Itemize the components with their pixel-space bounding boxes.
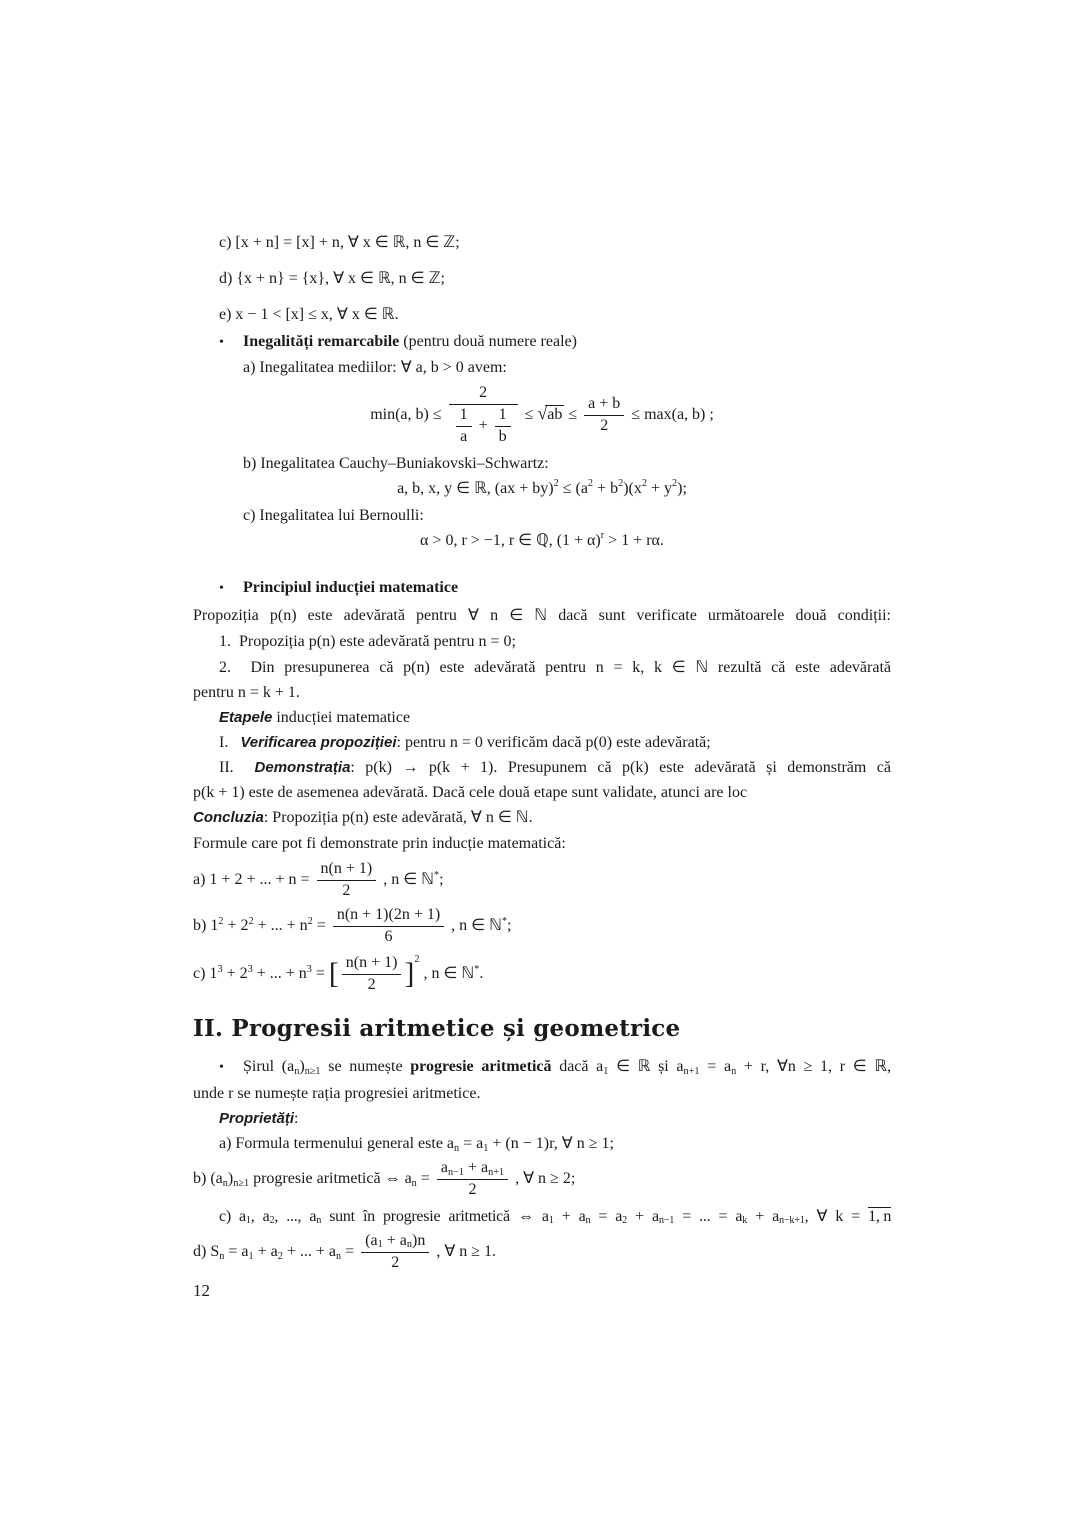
subscript: n	[222, 1177, 228, 1189]
fraction-denominator: 2	[468, 1180, 477, 1198]
fraction	[361, 1232, 429, 1273]
subscript: 2	[277, 1250, 283, 1262]
superscript: r	[600, 530, 605, 542]
line-induction-step-2-cont: p(k + 1) este de asemenea adevărată. Dacă cele două etape sunt validate, atunci are loc	[193, 783, 748, 801]
fraction-numerator: a + b	[584, 395, 624, 416]
square-root	[537, 402, 564, 423]
superscript: 3	[217, 964, 223, 976]
subscript: 2	[622, 1215, 628, 1227]
fraction	[317, 860, 377, 901]
formula-bernoulli-inequality: α > 0, r > −1, r ∈ ℚ, $(1 + \alpha)^r > 1 + r\alpha$.	[420, 530, 664, 549]
line-floor-property-c: c) [x + n] = [x] + n, ∀ x ∈ ℝ, n ∈ ℤ;	[219, 234, 460, 251]
page-content	[193, 230, 891, 1303]
bold-italic-label: Concluzia	[193, 808, 264, 826]
fraction	[342, 954, 402, 995]
formula-arith-property-b: b) (an)n≥1 progresie aritmetică ⇔ an = $\frac{an-1 + an+1}{2}$ , ∀ n ≥ 2;	[193, 1158, 576, 1198]
subscript: n−1	[447, 1166, 464, 1178]
line-induction-condition-1: 1. Propoziția p(n) este adevărată pentru n = 0;	[219, 632, 516, 650]
bullet-icon: •	[219, 1059, 224, 1075]
line-induction-formulas-intro: Formule care pot fi demonstrate prin inducție matematică:	[193, 834, 566, 852]
line-cbs-inequality-label: b) Inegalitatea Cauchy–Buniakovski–Schwartz:	[243, 454, 549, 472]
bold-text: progresie aritmetică	[410, 1057, 552, 1075]
subscript: n	[454, 1142, 460, 1154]
line-induction-title	[193, 575, 891, 601]
fraction-denominator: 6	[384, 928, 393, 946]
superscript: 2	[553, 478, 559, 490]
bold-italic-label: Demonstrația	[254, 758, 351, 776]
superscript: *	[501, 916, 508, 928]
fraction	[584, 395, 624, 436]
subscript: n	[731, 1065, 737, 1077]
fraction-denominator: a	[460, 427, 468, 445]
line-induction-condition-2: 2. Din presupunerea că p(n) este adevărată pentru n = k, k ∈ ℕ rezultă că este adevărată	[219, 658, 891, 676]
subscript: n	[219, 1250, 225, 1262]
subscript: n	[585, 1215, 591, 1227]
superscript: 2	[218, 916, 224, 928]
superscript: 2	[587, 478, 594, 490]
superscript: 2	[672, 478, 678, 490]
line-induction-step-2: II. Demonstrația: p(k) → p(k + 1). Presupunem că p(k) este adevărată și demonstrăm că	[219, 758, 892, 776]
formula-arith-property-d: d) Sn = a1 + a2 + ... + an = $\frac{(a1 + an)n}{2}$ , ∀ n ≥ 1.	[193, 1231, 497, 1271]
fraction	[495, 406, 511, 447]
line-bernoulli-inequality-label: c) Inegalitatea lui Bernoulli:	[243, 506, 424, 524]
subscript: n	[294, 1065, 300, 1077]
subscript: n≥1	[304, 1065, 321, 1077]
subscript: n+1	[683, 1065, 700, 1077]
big-bracket: [	[328, 957, 339, 990]
formula-sum-of-integers: a) 1 + 2 + ... + n = $\frac{n(n + 1)}{2}$ , n ∈ ℕ*;	[193, 859, 444, 899]
subscript: n−k+1	[779, 1215, 805, 1227]
line-means-inequality-label: a) Inegalitatea mediilor: ∀ a, b > 0 avem:	[243, 359, 507, 376]
subscript: n	[316, 1215, 322, 1227]
fraction-numerator: 1	[495, 406, 511, 427]
superscript: 2	[307, 916, 313, 928]
superscript: 2	[618, 478, 624, 490]
line-arithmetic-progression-definition-cont: unde r se numește rația progresiei aritmetice.	[193, 1084, 481, 1102]
bullet-icon: •	[219, 335, 224, 350]
superscript: 2	[248, 916, 254, 928]
subscript: n+1	[488, 1166, 505, 1178]
line-induction-condition-2-cont: pentru n = k + 1.	[193, 683, 300, 701]
line-inequalities-title: • Inegalități remarcabile (pentru două numere reale)	[193, 329, 891, 355]
fraction-numerator: 1	[456, 406, 472, 427]
subscript: n	[336, 1250, 342, 1262]
fraction-numerator: an−1 + an+1	[437, 1159, 508, 1180]
fraction	[437, 1159, 508, 1200]
fraction-numerator: n(n + 1)	[342, 954, 402, 975]
radicand: ab	[547, 405, 563, 423]
fraction-denominator: 2	[367, 976, 376, 993]
subscript: n≥1	[233, 1177, 250, 1189]
subscript: 1	[377, 1239, 383, 1251]
subscript: k	[742, 1215, 748, 1227]
line-induction-steps-label: Etapele inducției matematice	[219, 708, 411, 726]
fraction-numerator: 2	[449, 384, 518, 405]
line-induction-intro: Propoziția p(n) este adevărată pentru ∀ n ∈ ℕ dacă sunt verificate următoarele două condiții:	[193, 606, 891, 624]
formula-sum-of-squares: b) $1^2 + 2^2$ + ... + $n^2$ = $\frac{n(n + 1)(2n + 1)}{6}$ , n ∈ ℕ*;	[193, 906, 512, 946]
line-arith-property-a: a) Formula termenului general este an = a1 + (n − 1)r, ∀ n ≥ 1;	[219, 1134, 614, 1154]
fraction-numerator: (a1 + an)n	[361, 1232, 429, 1253]
bold-text: Inegalități remarcabile	[243, 333, 400, 350]
subscript: n	[406, 1239, 412, 1251]
bullet-icon: •	[219, 580, 224, 596]
fraction-numerator: n(n + 1)	[317, 860, 377, 881]
subscript: 1	[603, 1065, 609, 1077]
fraction-denominator: $\frac{1}{a}$ + $\frac{1}{b}$	[449, 405, 518, 447]
line-properties-label: Proprietăți:	[219, 1109, 299, 1127]
subscript: n	[411, 1177, 417, 1189]
line-floor-property-e: e) x − 1 < [x] ≤ x, ∀ x ∈ ℝ.	[219, 306, 399, 323]
fraction	[333, 906, 444, 947]
page-number: 12	[193, 1281, 210, 1301]
fraction-denominator: 2	[600, 416, 609, 434]
big-bracket: ]	[404, 957, 415, 990]
subscript: n−1	[658, 1215, 675, 1227]
superscript: 3	[247, 964, 253, 976]
formula-means-inequality: min(a, b) ≤ 2 $\frac{1}{a}$ + $\frac{1}{b}$ ≤ √ab ≤ $\frac{a + b}{2}$ ≤ max(a, b) ;	[370, 384, 714, 445]
overline-text: 1, n	[868, 1207, 892, 1225]
bold-italic-label: Proprietăți	[219, 1109, 295, 1127]
bold-text: Principiul inducției matematice	[243, 578, 459, 596]
formula-sum-of-cubes: c) $1^3 + 2^3$ + ... + $n^3$ = [ $\frac{n(n + 1)}{2}$ ]$^2$ , n ∈ ℕ*.	[193, 954, 484, 993]
section-heading-progressions: II. Progresii aritmetice și geometrice	[193, 1014, 681, 1042]
line-induction-conclusion: Concluzia: Propoziția p(n) este adevărată, ∀ n ∈ ℕ.	[193, 808, 533, 826]
radical-icon: √	[537, 402, 548, 423]
subscript: 1	[548, 1215, 554, 1227]
fraction-numerator: n(n + 1)(2n + 1)	[333, 906, 444, 927]
line-floor-property-d: d) {x + n} = {x}, ∀ x ∈ ℝ, n ∈ ℤ;	[219, 270, 445, 287]
fraction-denominator: 2	[342, 881, 351, 899]
line-arith-property-c: c) a1, a2, ..., an sunt în progresie aritmetică ⇔ a1 + an = a2 + an−1 = ... = ak + an−k+1, ∀ k = 1, n	[219, 1207, 892, 1227]
superscript: 3	[306, 964, 312, 976]
superscript: *	[433, 869, 440, 881]
fraction-denominator: b	[498, 427, 507, 445]
fraction	[449, 384, 518, 447]
bold-italic-label: Etapele	[219, 708, 273, 726]
superscript: 2	[641, 478, 647, 490]
subscript: 1	[483, 1142, 489, 1154]
fraction	[456, 406, 472, 447]
bold-italic-label: Verificarea propoziției	[240, 733, 397, 751]
line-arithmetic-progression-definition: • Șirul (an)n≥1 se numește progresie aritmetică dacă a1 ∈ ℝ și an+1 = an + r, ∀n ≥ 1, r ∈ ℝ,	[193, 1054, 891, 1080]
subscript: 1	[248, 1250, 254, 1262]
line-induction-step-1: I. Verificarea propoziției: pentru n = 0 verificăm dacă p(0) este adevărată;	[219, 733, 711, 751]
subscript: 2	[269, 1215, 275, 1227]
subscript: 1	[245, 1215, 251, 1227]
formula-cbs-inequality: a, b, x, y ∈ ℝ, $(ax + by)^2 \le (a^2 + b^2)(x^2 + y^2)$;	[397, 478, 687, 497]
superscript: 2	[414, 954, 420, 966]
fraction-denominator: 2	[391, 1253, 400, 1271]
superscript: *	[474, 964, 480, 976]
